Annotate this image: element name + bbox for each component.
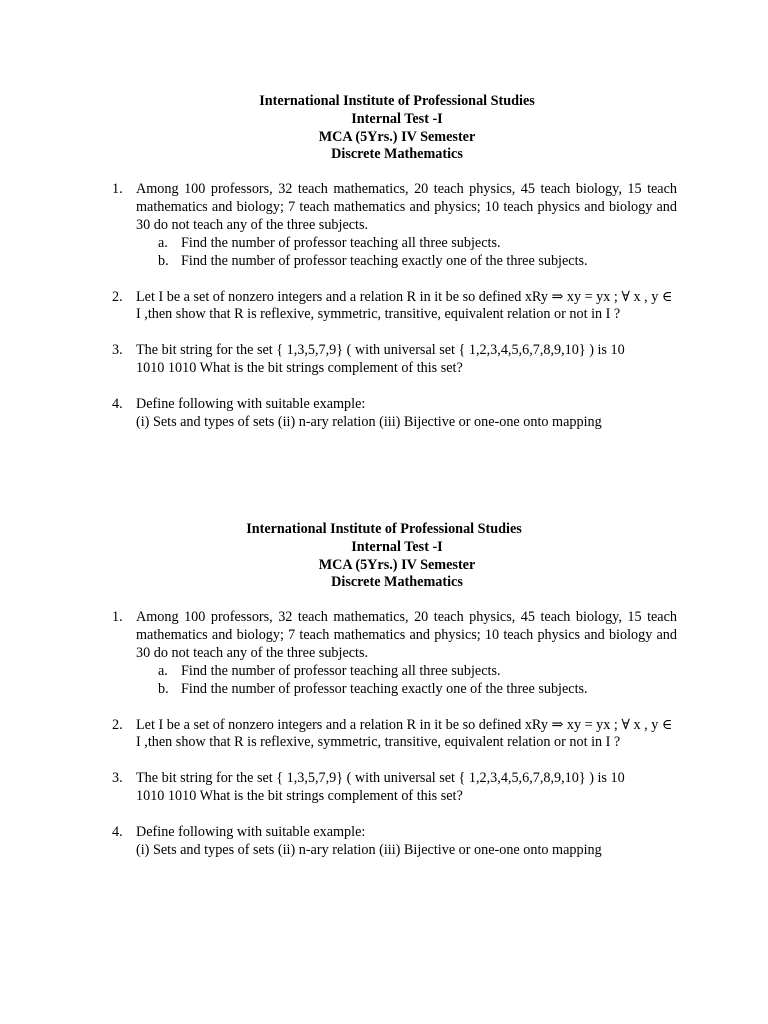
question-list — [0, 609, 768, 859]
question-number: 1. — [112, 181, 123, 198]
question-text-line-1: The bit string for the set { 1,3,5,7,9} ( with universal set { 1,2,3,4,5,6,7,8,9,10} ) is 10 — [136, 342, 625, 359]
sub-question-text: Find the number of professor teaching all three subjects. — [181, 234, 501, 251]
question-number: 2. — [112, 716, 123, 733]
sub-question-list — [136, 663, 677, 699]
question-number: 3. — [112, 342, 123, 359]
course-title: MCA (5Yrs.) IV Semester — [318, 128, 476, 145]
sub-question-text: Find the number of professor teaching exactly one of the three subjects. — [181, 680, 588, 697]
test-paper-first — [0, 93, 768, 449]
sub-question-text: Find the number of professor teaching all three subjects. — [181, 662, 501, 679]
question-list — [0, 181, 768, 431]
question-text: Among 100 professors, 32 teach mathematics, 20 teach physics, 45 teach biology, 15 teach mathematics and biology; 7 teach mathematics and physics; 10 teach physics and biology and 30 do not teach any of the three subjects. — [136, 609, 677, 661]
sub-question-label: b. — [158, 252, 169, 269]
question-number: 4. — [112, 823, 123, 840]
question-text: Let I be a set of nonzero integers and a relation R in it be so defined xRy ⇒ xy = yx ; ∀ x , y ∈ I ,then show that R is reflexive, symmetric, transitive, equivalent relation or not in I ? — [136, 716, 673, 751]
institute-title: International Institute of Professional Studies — [246, 521, 522, 537]
question-number: 2. — [112, 288, 123, 305]
course-title: MCA (5Yrs.) IV Semester — [318, 556, 476, 573]
question-number: 4. — [112, 395, 123, 412]
question-2 — [0, 289, 677, 325]
question-text-line-1: The bit string for the set { 1,3,5,7,9} ( with universal set { 1,2,3,4,5,6,7,8,9,10} ) is 10 — [136, 770, 625, 787]
sub-question-b — [136, 253, 677, 271]
sub-question-label: b. — [158, 680, 169, 697]
question-2 — [0, 717, 677, 753]
question-3 — [0, 770, 677, 806]
sub-question-a — [136, 663, 677, 681]
question-4 — [0, 824, 677, 860]
question-text: Let I be a set of nonzero integers and a relation R in it be so defined xRy ⇒ xy = yx ; ∀ x , y ∈ I ,then show that R is reflexive, symmetric, transitive, equivalent relation or not in I ? — [136, 288, 673, 323]
question-text-line-2: (i) Sets and types of sets (ii) n-ary relation (iii) Bijective or one-one onto mapping — [136, 413, 602, 430]
sub-question-text: Find the number of professor teaching exactly one of the three subjects. — [181, 252, 588, 269]
sub-question-label: a. — [158, 234, 168, 251]
test-title: Internal Test -I — [351, 538, 443, 555]
paper-header — [0, 93, 768, 164]
paper-header — [0, 521, 768, 592]
test-paper-second — [0, 521, 768, 877]
sub-question-a — [136, 235, 677, 253]
question-text: Among 100 professors, 32 teach mathematics, 20 teach physics, 45 teach biology, 15 teach mathematics and biology; 7 teach mathematics and physics; 10 teach physics and biology and 30 do not teach any of the three subjects. — [136, 181, 677, 233]
subject-title: Discrete Mathematics — [331, 574, 463, 591]
subject-title: Discrete Mathematics — [331, 146, 463, 163]
sub-question-b — [136, 681, 677, 699]
question-text-line-2: 1010 1010 What is the bit strings complement of this set? — [136, 360, 463, 377]
question-1 — [0, 181, 677, 271]
question-1 — [0, 609, 677, 699]
question-text-line-2: 1010 1010 What is the bit strings complement of this set? — [136, 788, 463, 805]
question-3 — [0, 342, 677, 378]
test-title: Internal Test -I — [351, 110, 443, 127]
sub-question-list — [136, 235, 677, 271]
institute-title: International Institute of Professional Studies — [259, 93, 535, 109]
question-text-line-1: Define following with suitable example: — [136, 823, 366, 840]
question-number: 3. — [112, 770, 123, 787]
question-number: 1. — [112, 609, 123, 626]
question-text-line-1: Define following with suitable example: — [136, 395, 366, 412]
sub-question-label: a. — [158, 662, 168, 679]
question-text-line-2: (i) Sets and types of sets (ii) n-ary relation (iii) Bijective or one-one onto mapping — [136, 841, 602, 858]
question-4 — [0, 396, 677, 432]
